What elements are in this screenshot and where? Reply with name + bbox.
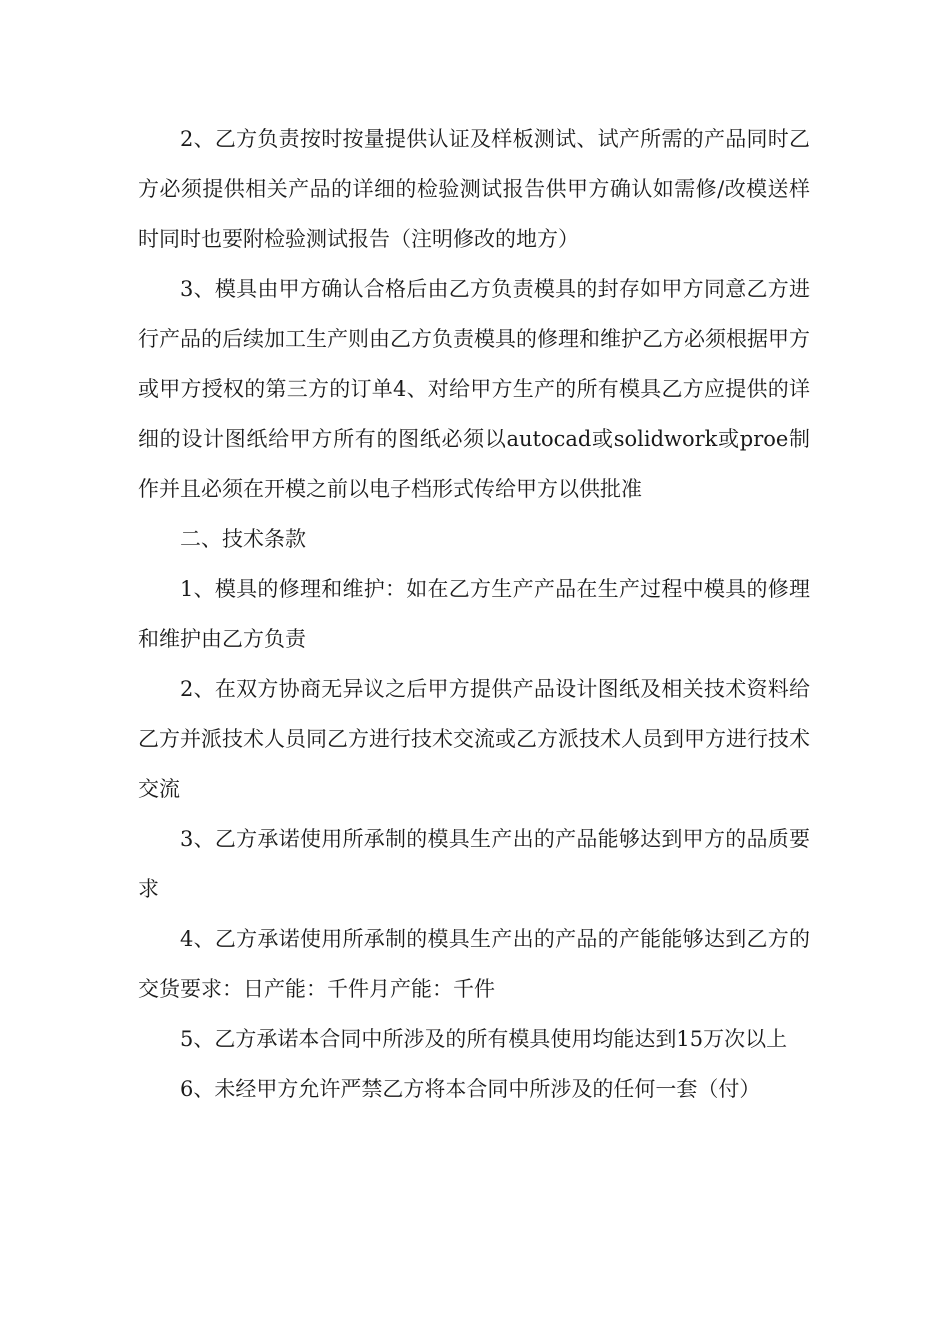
paragraph-tech-6-prohibition: 6、未经甲方允许严禁乙方将本合同中所涉及的任何一套（付） (180, 1077, 761, 1101)
paragraph-tech-2-exchange: 2、在双方协商无异议之后甲方提供产品设计图纸及相关技术资料给乙方并派技术人员同乙方进行技术交流或乙方派技术人员到甲方进行技术交流 (138, 677, 810, 801)
paragraph-clause-3-mold-storage: 3、模具由甲方确认合格后由乙方负责模具的封存如甲方同意乙方进行产品的后续加工生产则由乙方负责模具的修理和维护乙方必须根据甲方或甲方授权的第三方的订单4、对给甲方生产的所有模具乙方应提供的详细的设计图纸给甲方所有的图纸必须以autocad或solidwork或proe制作并且必须在开模之前以电子档形式传给甲方以供批准 (138, 277, 810, 501)
section-heading-technical-terms: 二、技术条款 (180, 527, 306, 551)
document-body (138, 114, 810, 1114)
paragraph-tech-5-lifetime: 5、乙方承诺本合同中所涉及的所有模具使用均能达到15万次以上 (180, 1027, 788, 1051)
paragraph-tech-1-repair: 1、模具的修理和维护：如在乙方生产产品在生产过程中模具的修理和维护由乙方负责 (138, 577, 810, 651)
paragraph-tech-3-quality: 3、乙方承诺使用所承制的模具生产出的产品能够达到甲方的品质要求 (138, 827, 810, 901)
paragraph-clause-2-samples: 2、乙方负责按时按量提供认证及样板测试、试产所需的产品同时乙方必须提供相关产品的详细的检验测试报告供甲方确认如需修/改模送样时同时也要附检验测试报告（注明修改的地方） (138, 127, 810, 251)
paragraph-tech-4-capacity: 4、乙方承诺使用所承制的模具生产出的产品的产能能够达到乙方的交货要求：日产能：千件月产能：千件 (138, 927, 810, 1001)
